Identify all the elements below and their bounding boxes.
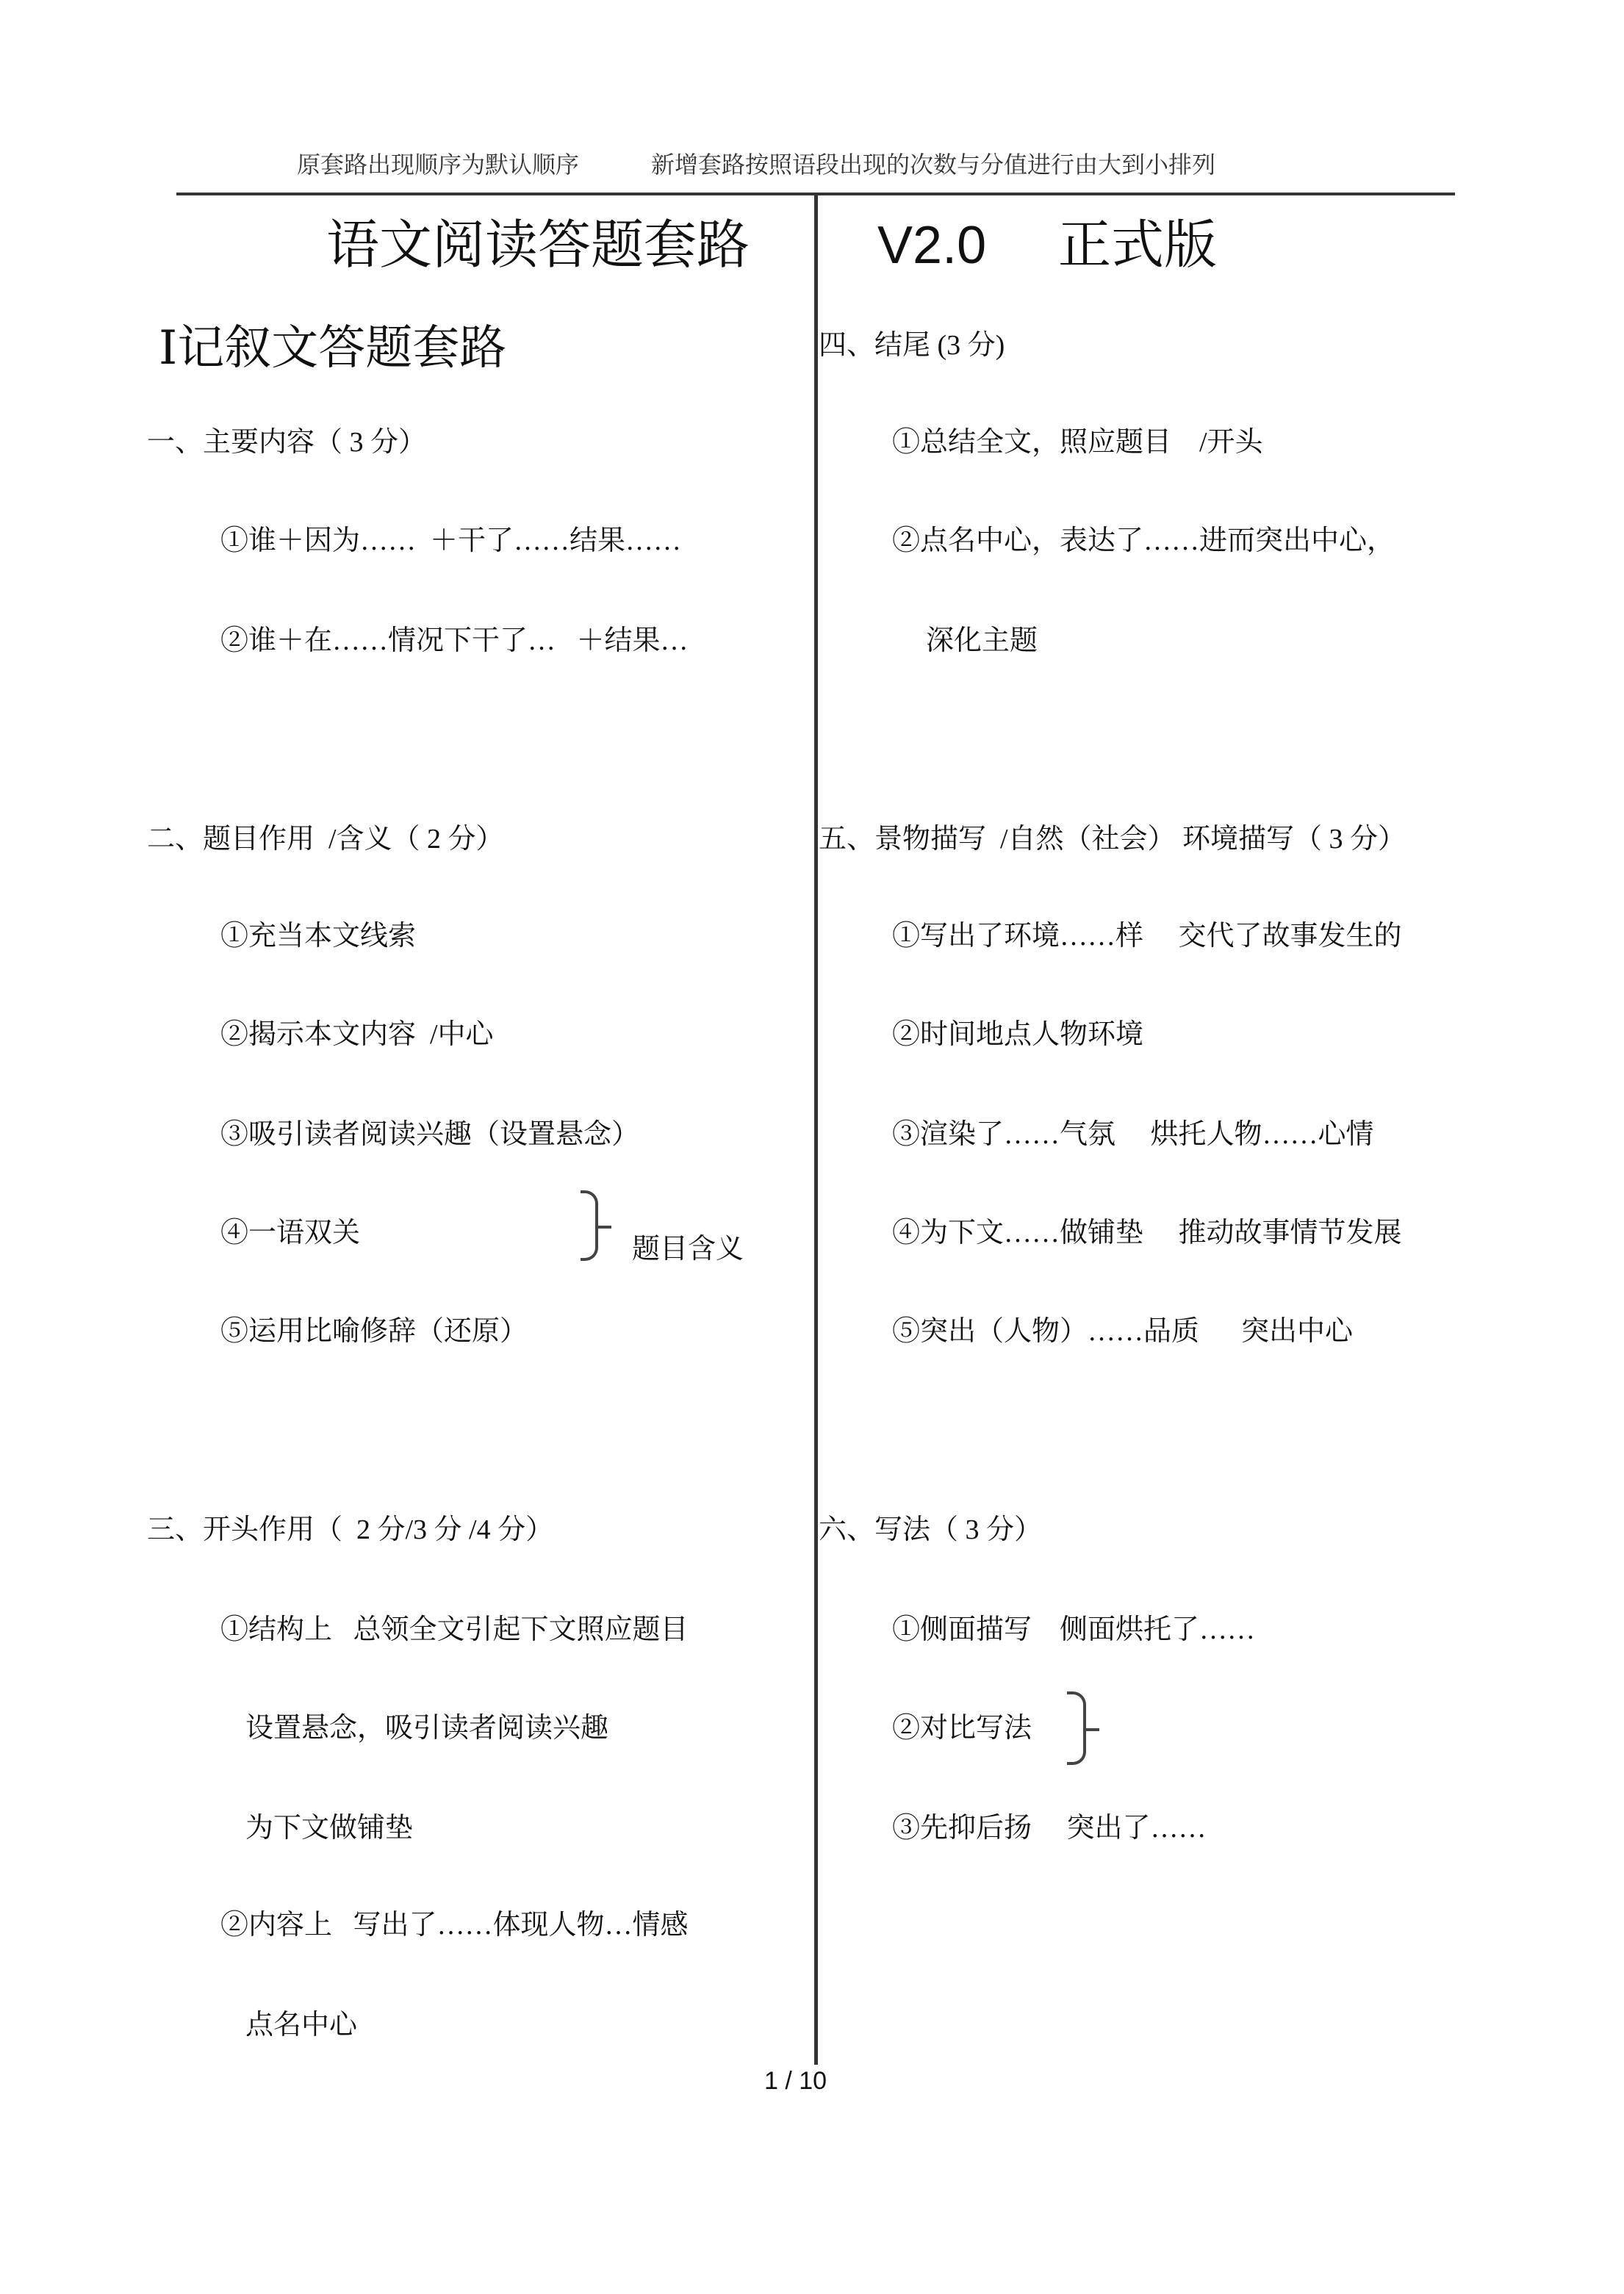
list-item: ①侧面描写 侧面烘托了…… <box>892 1614 1256 1645</box>
version-label: V2.0 <box>877 216 987 275</box>
list-item: 设置悬念，吸引读者阅读兴趣 <box>245 1713 609 1744</box>
list-item: ④一语双关 <box>220 1218 361 1248</box>
page-number: 1 / 10 <box>764 2067 827 2095</box>
brace-label: 题目含义 <box>632 1234 744 1265</box>
list-item: ①结构上 总领全文引起下文照应题目 <box>220 1614 689 1645</box>
header-note-right: 新增套路按照语段出现的次数与分值进行由大到小排列 <box>651 151 1216 178</box>
column-divider <box>814 194 818 2065</box>
brace-icon <box>1067 1691 1086 1765</box>
list-item: 深化主题 <box>926 625 1038 656</box>
header-note-left: 原套路出现顺序为默认顺序 <box>297 151 580 178</box>
list-item: ①谁＋因为…… ＋干了……结果…… <box>220 525 682 556</box>
list-item: ①充当本文线索 <box>220 921 417 952</box>
document-title: 语文阅读答题套路 <box>326 216 750 275</box>
list-item: 点名中心 <box>245 2010 358 2040</box>
list-item: ②揭示本文内容 /中心 <box>220 1019 494 1050</box>
brace-icon <box>581 1190 598 1261</box>
list-item: ②对比写法 <box>892 1713 1032 1744</box>
list-item: ⑤突出（人物）……品质 突出中心 <box>892 1316 1354 1347</box>
list-item: ②点名中心，表达了……进而突出中心， <box>892 525 1395 556</box>
list-item: 为下文做铺垫 <box>245 1813 414 1844</box>
heading-ending: 四、结尾 (3 分) <box>819 330 1005 361</box>
heading-opening-function: 三、开头作用（ 2 分/3 分 /4 分） <box>147 1514 554 1545</box>
list-item: ④为下文……做铺垫 推动故事情节发展 <box>892 1218 1402 1248</box>
list-item: ①总结全文，照应题目 /开头 <box>892 427 1263 458</box>
heading-scenery: 五、景物描写 /自然（社会） 环境描写（ 3 分） <box>819 824 1406 855</box>
heading-title-function: 二、题目作用 /含义（ 2 分） <box>147 824 504 855</box>
edition-label: 正式版 <box>1058 216 1218 275</box>
heading-main-content: 一、主要内容（ 3 分） <box>147 427 427 458</box>
list-item: ①写出了环境……样 交代了故事发生的 <box>892 921 1402 952</box>
list-item: ③渲染了……气氛 烘托人物……心情 <box>892 1119 1374 1150</box>
heading-writing-technique: 六、写法（ 3 分） <box>819 1514 1043 1545</box>
list-item: ③先抑后扬 突出了…… <box>892 1813 1207 1844</box>
section-title: Ⅰ记叙文答题套路 <box>159 322 507 374</box>
list-item: ③吸引读者阅读兴趣（设置悬念） <box>220 1119 640 1150</box>
list-item: ⑤运用比喻修辞（还原） <box>220 1316 528 1347</box>
list-item: ②时间地点人物环境 <box>892 1019 1144 1050</box>
list-item: ②谁＋在……情况下干了… ＋结果… <box>220 625 689 656</box>
list-item: ②内容上 写出了……体现人物…情感 <box>220 1910 689 1941</box>
